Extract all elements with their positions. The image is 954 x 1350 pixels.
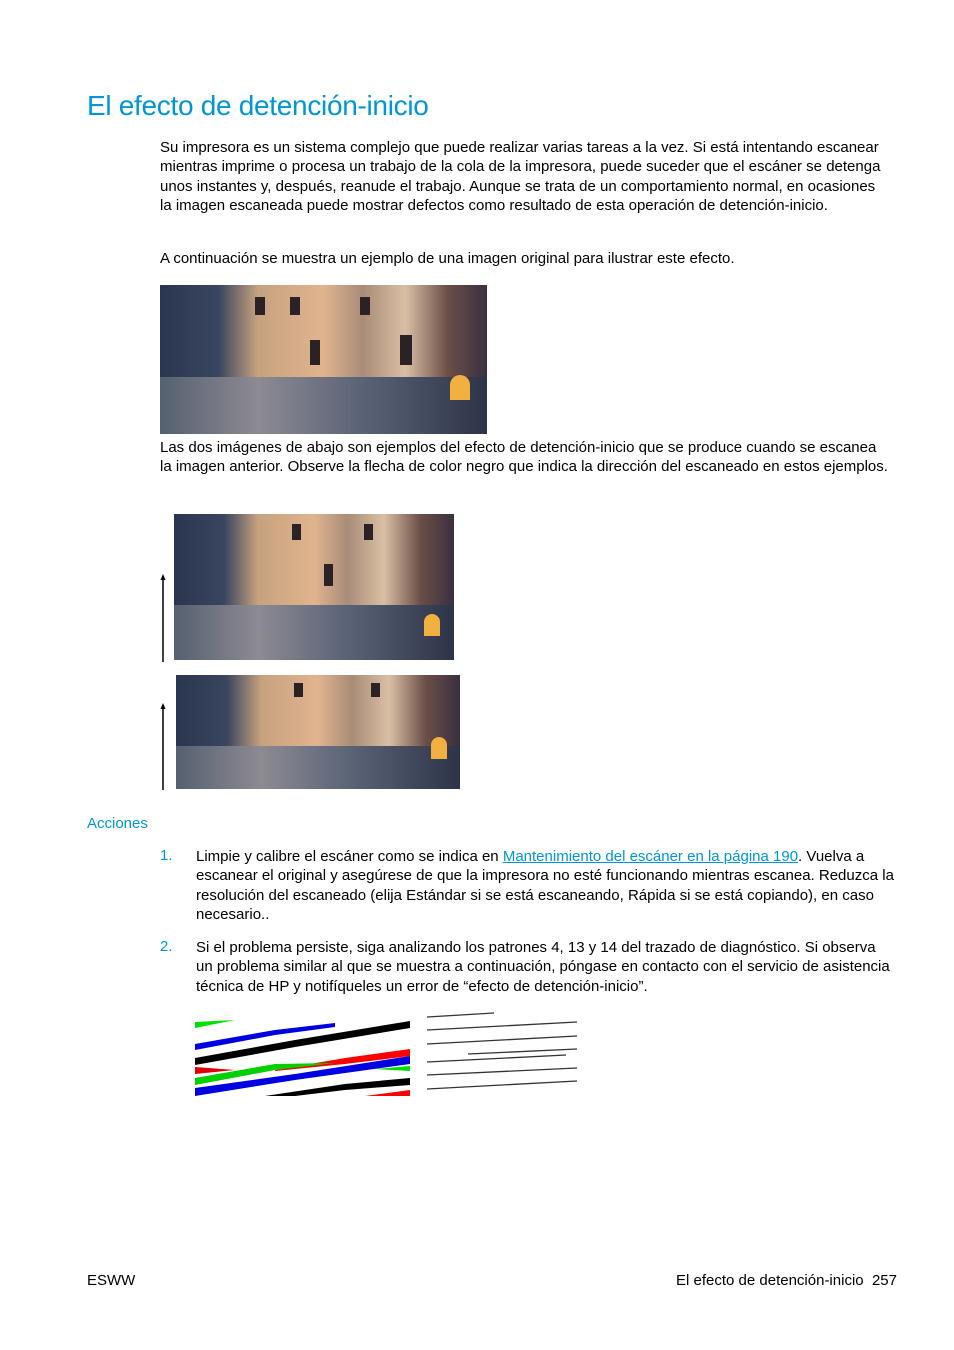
actions-heading: Acciones — [87, 815, 148, 832]
effect-paragraph: Las dos imágenes de abajo son ejemplos del efecto de detención-inicio que se produce cuando se escanea la imagen anterior. Observe la flecha de color negro que indica la dirección del escaneado en estos ejemplos. — [160, 439, 888, 476]
monochrome-diagnostic-pattern — [426, 1010, 578, 1100]
footer-right — [676, 1272, 897, 1289]
scanner-maintenance-link[interactable]: Mantenimiento del escáner en la página 190 — [502, 848, 799, 865]
scan-direction-arrow-icon — [158, 574, 170, 664]
step-number: 2. — [160, 938, 173, 955]
page-number: 257 — [871, 1272, 897, 1289]
step-2-text: Si el problema persiste, siga analizando los patrones 4, 13 y 14 del trazado de diagnóstico. Si observa un problema similar al que se muestra a continuación, póngase en contacto con el servicio de asistencia técnica de HP y notifíqueles un error de “efecto de detención-inicio”. — [196, 939, 890, 995]
footer-left: ESWW — [87, 1272, 136, 1289]
step-1-text — [196, 847, 896, 925]
stop-start-example-image-2 — [176, 675, 460, 789]
intro-paragraph: Su impresora es un sistema complejo que puede realizar varias tareas a la vez. Si está intentando escanear mientras imprime o procesa un trabajo de la cola de la impresora, puede suceder que el escáner se detenga unos instantes y, después, reanude el trabajo. Aunque se trata de un comportamiento normal, en ocasiones la imagen escaneada puede mostrar defectos como resultado de esta operación de detención-inicio. — [160, 139, 881, 215]
stop-start-example-image-1 — [174, 514, 454, 660]
scan-direction-arrow-icon — [158, 703, 170, 793]
color-diagnostic-pattern — [195, 1018, 410, 1096]
footer-section: El efecto de detención-inicio — [676, 1272, 864, 1289]
step-number: 1. — [160, 847, 173, 864]
step-text: Limpie y calibre el escáner como se indica en — [196, 848, 503, 865]
original-image — [160, 285, 487, 434]
step-text: . Vuelva a escanear el original y asegúrese de que la impresora no esté funcionando mientras escanea. Reduzca la resolución del escaneado (elija Estándar si se está escaneando, Rápida si se está copiando), en caso necesario.. — [196, 848, 894, 924]
page-title: El efecto de detención-inicio — [87, 90, 429, 121]
example-paragraph: A continuación se muestra un ejemplo de una imagen original para ilustrar este efecto. — [160, 250, 735, 267]
